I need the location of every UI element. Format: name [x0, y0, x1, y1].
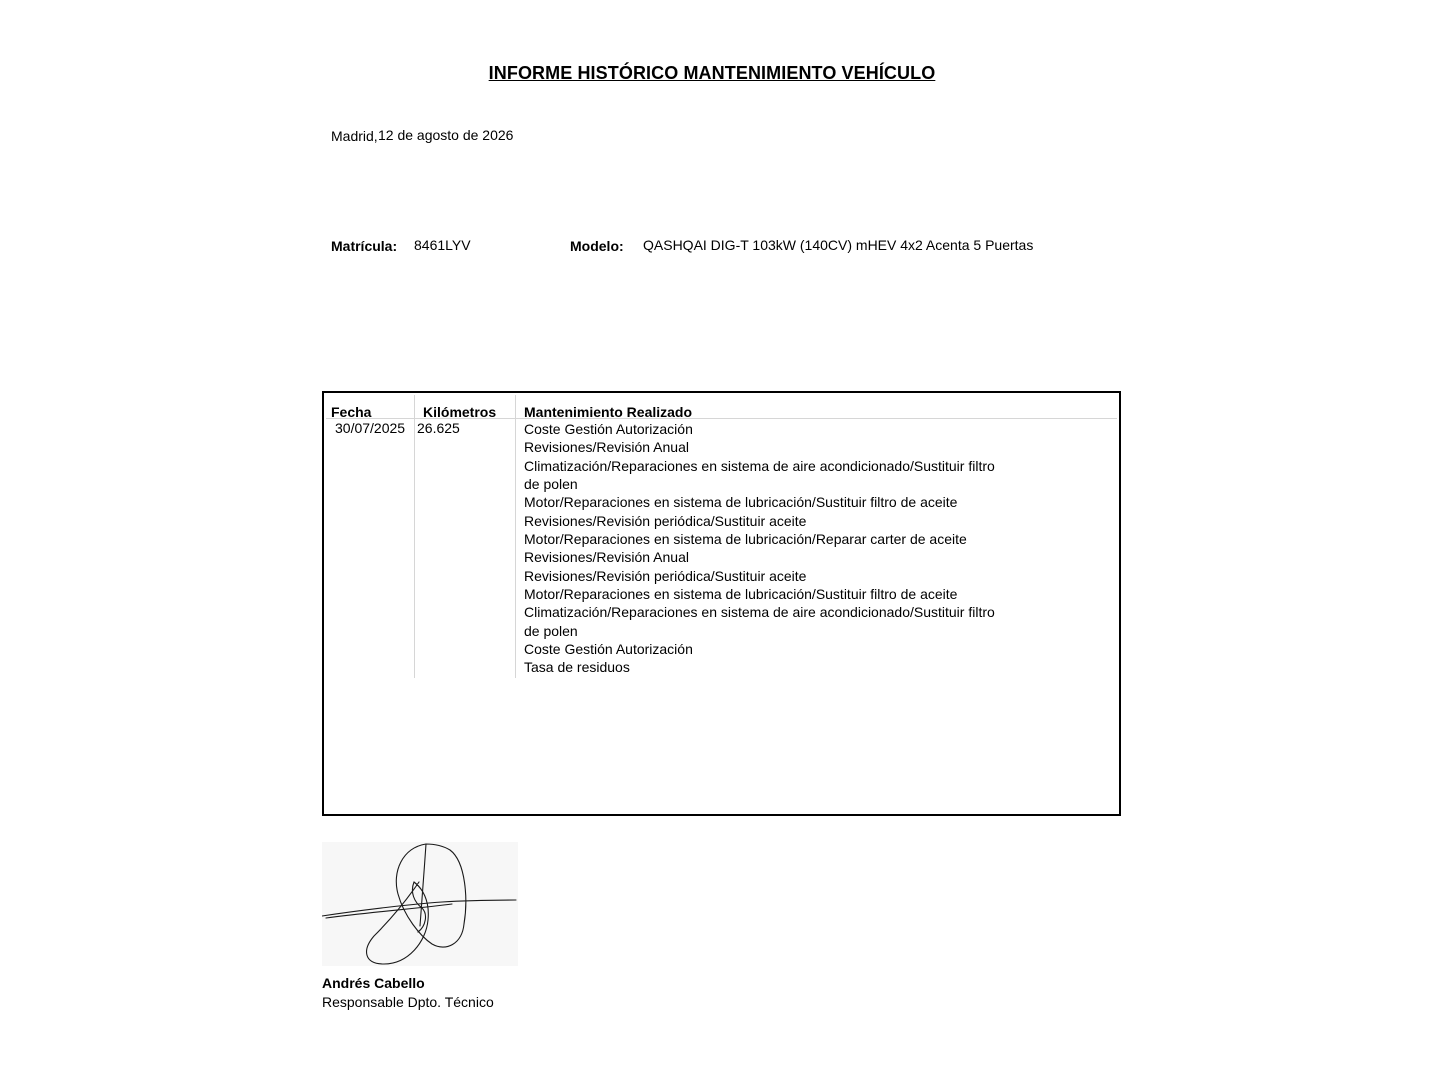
list-item: Motor/Reparaciones en sistema de lubricación/Sustituir filtro de aceite — [524, 494, 958, 511]
list-item: Motor/Reparaciones en sistema de lubricación/Sustituir filtro de aceite — [524, 586, 958, 603]
plate-label: Matrícula: — [331, 238, 398, 254]
list-item: Revisiones/Revisión periódica/Sustituir aceite — [524, 512, 807, 529]
maintenance-list — [524, 420, 1014, 677]
list-item: Motor/Reparaciones en sistema de lubricación/Reparar carter de aceite — [524, 531, 967, 548]
signatory-name: Andrés Cabello — [322, 975, 425, 991]
header-kilometros: Kilómetros — [423, 404, 497, 420]
report-date: 12 de agosto de 2026 — [378, 127, 514, 143]
document-title: INFORME HISTÓRICO MANTENIMIENTO VEHÍCULO — [488, 63, 936, 83]
header-mantenimiento: Mantenimiento Realizado — [524, 404, 693, 420]
list-item: Tasa de residuos — [524, 659, 630, 676]
column-divider — [515, 395, 516, 678]
row-fecha: 30/07/2025 — [335, 420, 406, 436]
list-item: Coste Gestión Autorización — [524, 641, 693, 658]
list-item: Coste Gestión Autorización — [524, 421, 693, 437]
maintenance-table — [322, 391, 1121, 816]
list-item: Revisiones/Revisión Anual — [524, 549, 689, 566]
header-fecha: Fecha — [331, 404, 372, 420]
plate-value: 8461LYV — [414, 237, 471, 253]
model-value: QASHQAI DIG-T 103kW (140CV) mHEV 4x2 Acenta 5 Puertas — [643, 237, 1034, 253]
signature-graphic — [322, 842, 518, 966]
place-label: Madrid, — [331, 128, 378, 144]
signature — [322, 842, 518, 966]
signatory-role: Responsable Dpto. Técnico — [322, 994, 494, 1010]
list-item: Revisiones/Revisión Anual — [524, 439, 689, 456]
list-item: Climatización/Reparaciones en sistema de aire acondicionado/Sustituir filtro de polen — [524, 604, 995, 639]
model-label: Modelo: — [570, 238, 624, 254]
list-item: Revisiones/Revisión periódica/Sustituir aceite — [524, 567, 807, 584]
list-item: Climatización/Reparaciones en sistema de aire acondicionado/Sustituir filtro de polen — [524, 457, 995, 493]
column-divider — [414, 395, 415, 678]
row-kilometros: 26.625 — [417, 420, 460, 436]
